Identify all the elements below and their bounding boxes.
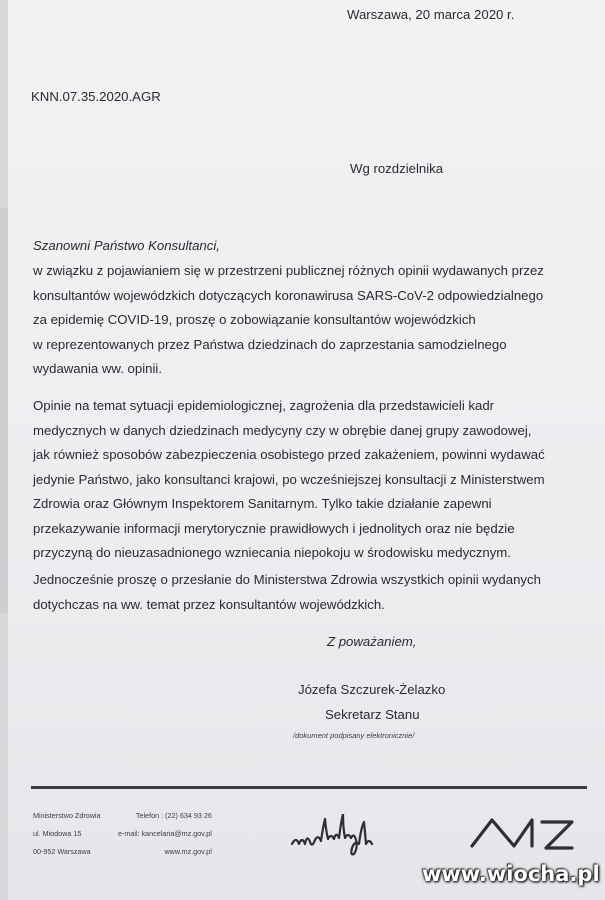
- site-watermark: www.wiocha.pl: [422, 862, 600, 886]
- footer-address: [33, 807, 101, 861]
- salutation: Szanowni Państwo Konsultanci,: [33, 238, 220, 253]
- signer-name: Józefa Szczurek-Żelazko: [298, 682, 446, 697]
- niepodlegla-logo-icon: [288, 814, 438, 864]
- paragraph-2: [33, 394, 573, 566]
- paragraph-line: w reprezentowanych przez Państwa dziedzinach do zaprzestania samodzielnego: [33, 336, 507, 352]
- footer-address-line: 00-952 Warszawa: [33, 847, 91, 856]
- footer-address-line: ul. Miodowa 15: [33, 829, 82, 838]
- footer-email: e-mail: kancelaria@mz.gov.pl: [118, 829, 212, 838]
- footer-phone: Telefon : (22) 634 93 26: [135, 811, 212, 820]
- footer-divider: [31, 786, 587, 789]
- letter-date: Warszawa, 20 marca 2020 r.: [347, 7, 515, 22]
- paragraph-line: konsultantów wojewódzkich dotyczących koronawirusa SARS-CoV-2 odpowiedzialnego: [33, 287, 544, 303]
- page-edge-shadow: [0, 208, 8, 613]
- signature-note: /dokument podpisany elektronicznie/: [293, 731, 415, 740]
- paragraph-line: Jednocześnie proszę o przesłanie do Ministerstwa Zdrowia wszystkich opinii wydanych: [33, 572, 541, 587]
- paragraph-line: przekazywanie informacji merytorycznie prawidłowych i jednolitych oraz nie będzie: [33, 520, 515, 536]
- reference-number: KNN.07.35.2020.AGR: [31, 89, 161, 104]
- paragraph-1: [33, 259, 573, 382]
- paragraph-line: w związku z pojawianiem się w przestrzeni publicznej różnych opinii wydawanych przez: [33, 263, 544, 278]
- paragraph-line: przyczyną do nieuzasadnionego wzniecania niepokoju w środowisku medycznym.: [33, 545, 511, 560]
- footer-address-line: Ministerstwo Zdrowia: [33, 811, 101, 820]
- paragraph-line: jak również sposobów zabezpieczenia osobistego przed zakażeniem, powinni wydawać: [33, 447, 545, 462]
- paragraph-line: za epidemię COVID-19, proszę o zobowiązanie konsultantów wojewódzkich: [33, 312, 476, 327]
- paragraph-3: [33, 568, 573, 617]
- footer-website: www.mz.gov.pl: [164, 847, 212, 856]
- closing-line: Z poważaniem,: [327, 634, 417, 649]
- paragraph-line: wydawania ww. opinii.: [33, 361, 163, 376]
- paragraph-line: jedynie Państwo, jako konsultanci krajowi, po wcześniejszej konsultacji z Ministerstwem: [33, 471, 545, 487]
- paragraph-line: medycznych w danych dziedzinach medycyny czy w obrębie danej grupy zawodowej,: [33, 422, 532, 438]
- ministry-mz-logo-icon: [468, 812, 578, 856]
- paragraph-line: dotychczas na ww. temat przez konsultantów wojewódzkich.: [33, 596, 385, 612]
- signer-role: Sekretarz Stanu: [325, 707, 420, 722]
- paragraph-line: Opinie na temat sytuacji epidemiologicznej, zagrożenia dla przedstawicieli kadr: [33, 398, 495, 413]
- paragraph-line: Zdrowia oraz Głównym Inspektorem Sanitarnym. Tylko takie działanie zapewni: [33, 496, 492, 511]
- recipient-line: Wg rozdzielnika: [350, 161, 444, 176]
- footer-contact: [118, 807, 212, 861]
